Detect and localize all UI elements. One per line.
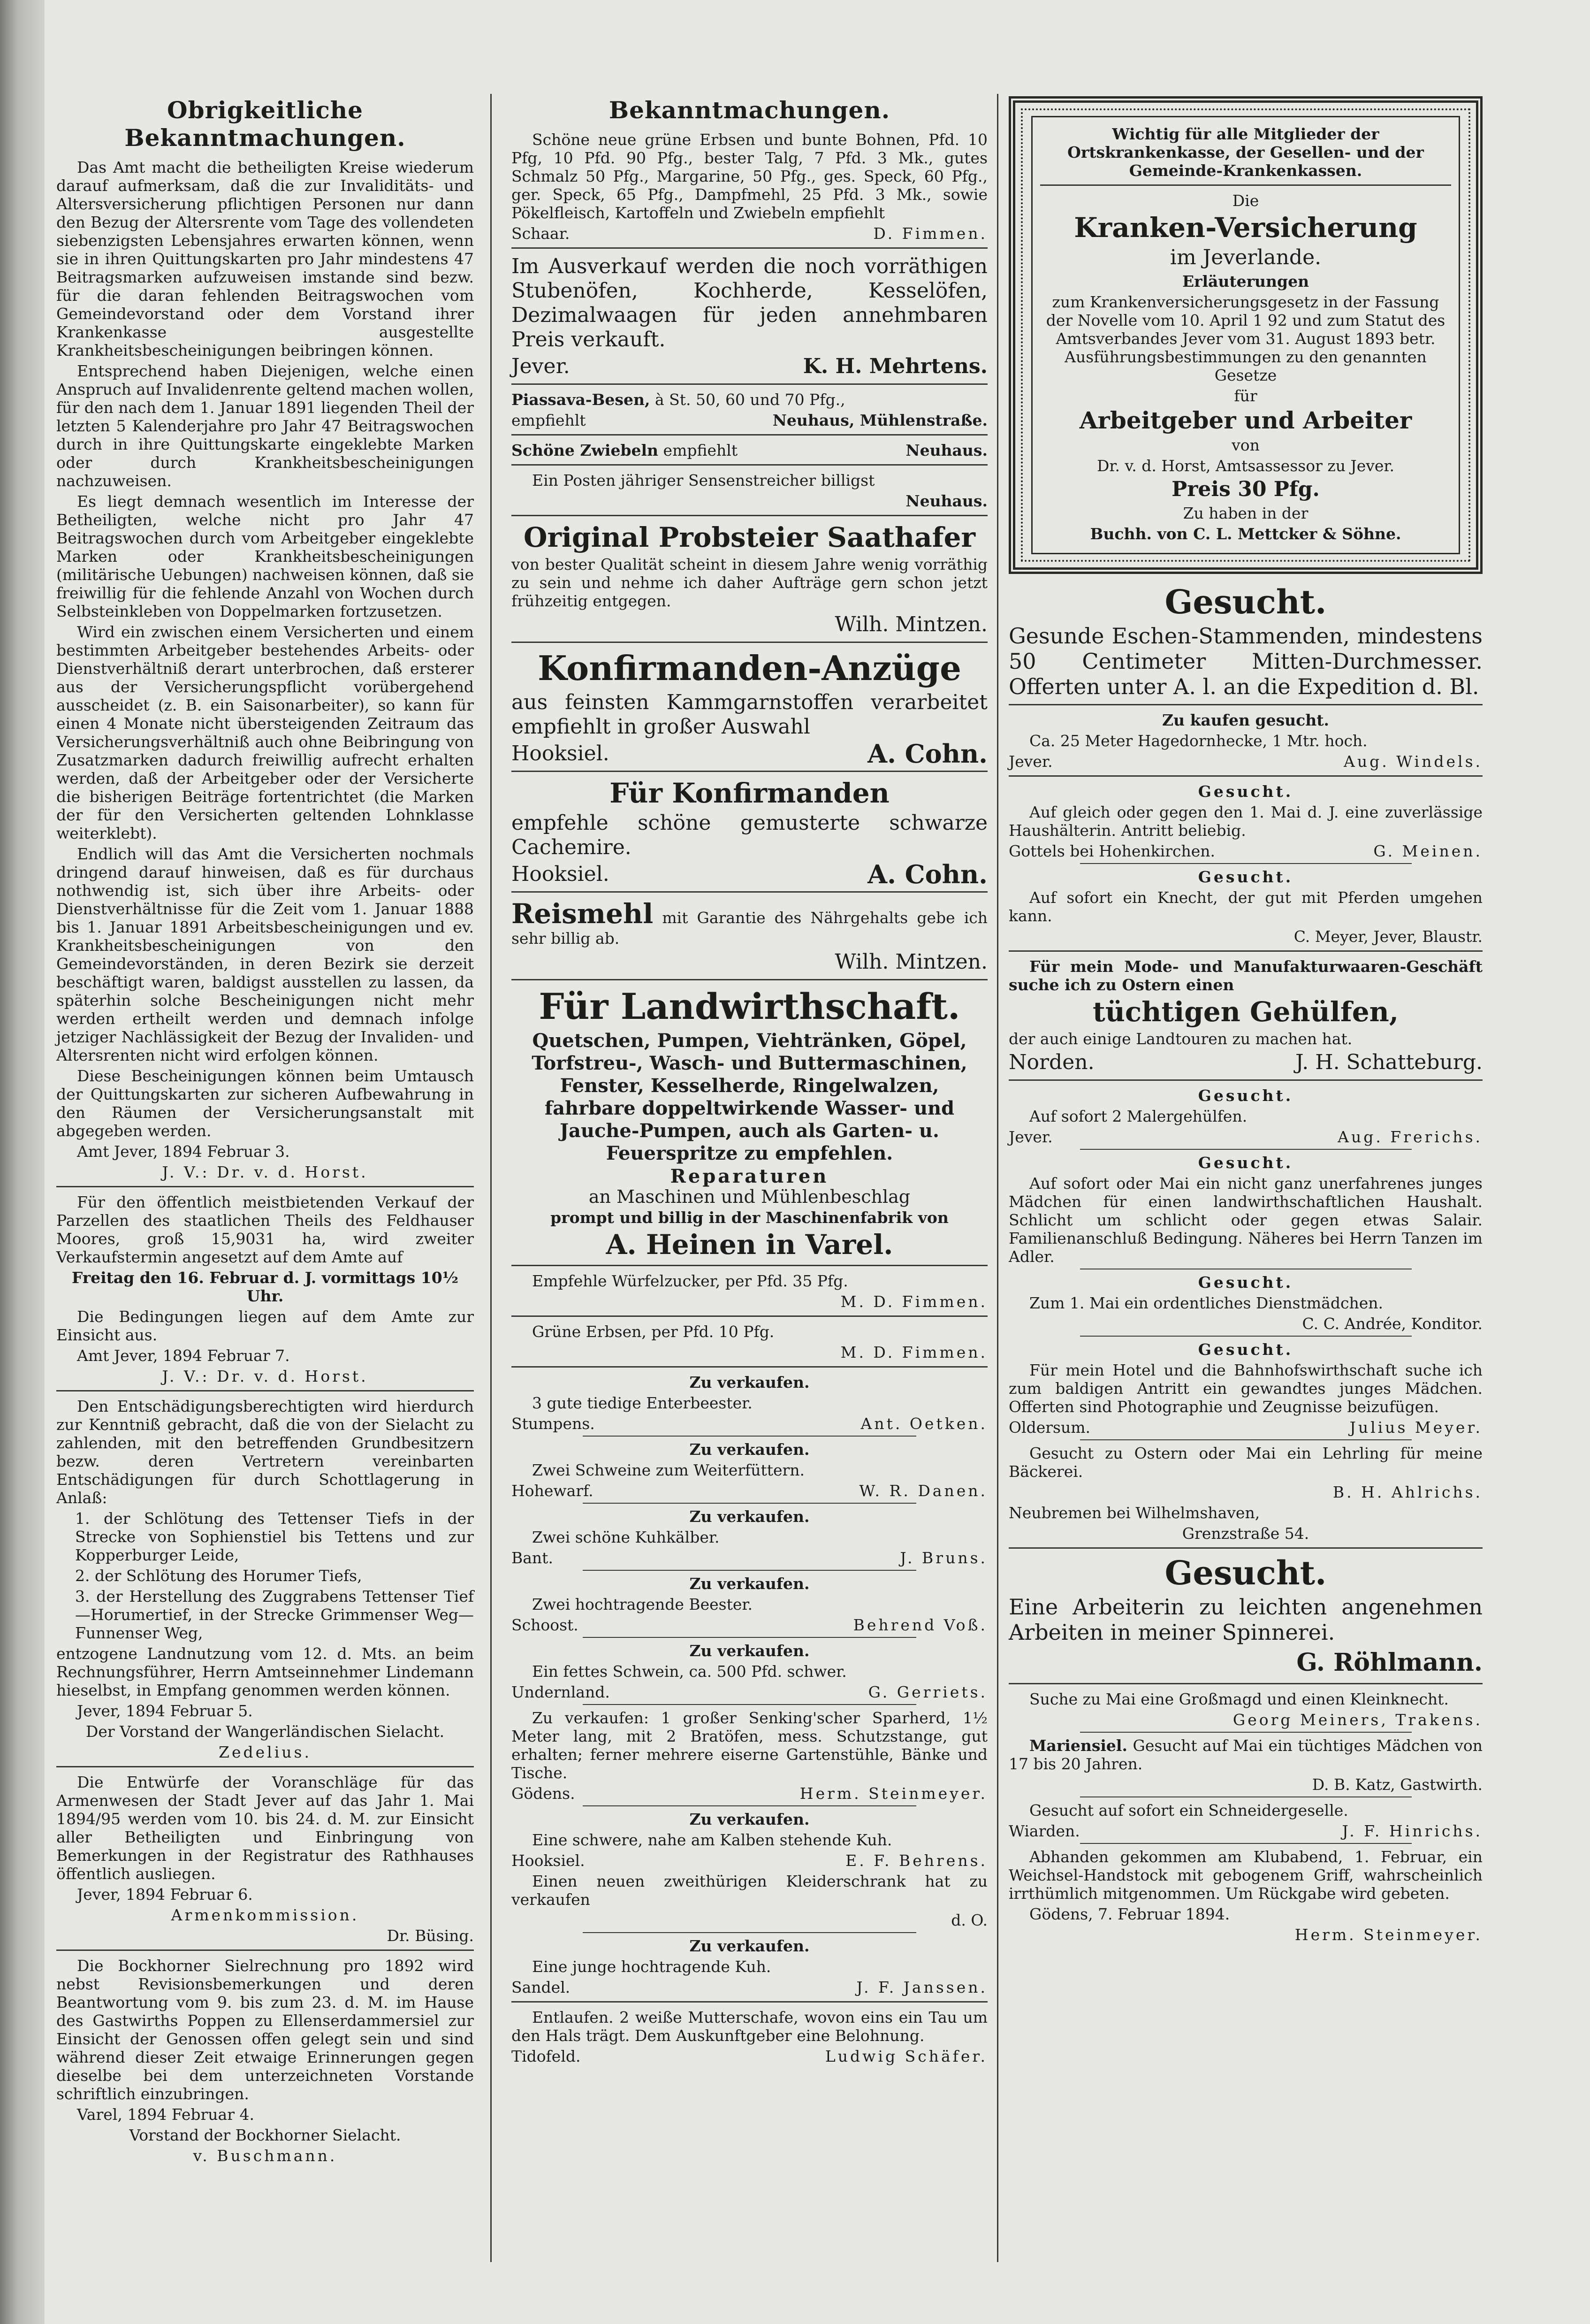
divider — [583, 1570, 916, 1571]
box-title: Kranken-Versicherung — [1074, 212, 1417, 244]
box-author: Dr. v. d. Horst, Amtsassessor zu Jever. — [1096, 457, 1395, 475]
ad-date: Gödens, 7. Februar 1894. — [1029, 1905, 1230, 1923]
divider — [1040, 184, 1451, 186]
ad-lead: Mariensiel. — [1029, 1736, 1127, 1755]
for-sale-heading: Zu verkaufen. — [689, 1937, 810, 1955]
ad-signature: Ant. Oetken. — [860, 1414, 988, 1433]
wanted-subheading: Gesucht. — [1198, 1086, 1293, 1105]
ad-signature: Herm. Steinmeyer. — [799, 1784, 988, 1803]
ad-place: Wiarden. — [1009, 1822, 1080, 1840]
ad-signature: Behrend Voß. — [853, 1616, 988, 1634]
notice-text: Das Amt macht die betheiligten Kreise wiederum darauf aufmerksam, daß die zur Invaliditäts- und Altersversicherung pflichtigen Personen nur dann den Bezug der Altersrente vom Tage des vollendeten siebenzigsten Lebensjahres erwarten können, wenn sie in ihren Quittungskarten pro Jahr mindestens 47 Beitragsmarken aufzuweisen imstande sind bezw. für die daran fehlenden Beitragswochen vom Gemeindevorstand oder dem Vorstand ihrer Krankenkasse ausgestellte Krankheitsbescheinigungen beibringen können. — [56, 158, 474, 359]
ad-signature: Aug. Windels. — [1344, 752, 1483, 771]
for-sale-heading: Zu verkaufen. — [689, 1810, 810, 1828]
notice-text: entzogene Landnutzung vom 12. d. Mts. an beim Rechnungsführer, Herrn Amtseinnehmer Lindemann hieselbst, in Empfang genommen werden können. — [56, 1644, 474, 1699]
ad-signature: J. H. Schatteburg. — [1295, 1050, 1483, 1074]
ad-text: Ein fettes Schwein, ca. 500 Pfd. schwer. — [532, 1662, 847, 1681]
ad-text: Einen neuen zweithürigen Kleiderschrank hat zu verkaufen — [511, 1872, 988, 1909]
ad-text: Für mein Hotel und die Bahnhofswirthschaft suche ich zum baldigen Antritt ein gewandtes junges Mädchen. Offerten sind Photographie und Zeugnisse beizufügen. — [1009, 1361, 1483, 1416]
notice-date: Jever, 1894 Februar 6. — [77, 1885, 253, 1904]
divider — [1080, 1843, 1412, 1844]
ad-place: Grenzstraße 54. — [1182, 1524, 1309, 1543]
ad-title: tüchtigen Gehülfen, — [1092, 996, 1399, 1028]
ad-signature: Neuhaus. — [905, 441, 988, 459]
divider — [1009, 950, 1483, 952]
wanted-heading: Gesucht. — [1164, 1553, 1327, 1592]
ad-text: Zum 1. Mai ein ordentliches Dienstmädchen. — [1029, 1294, 1383, 1312]
ad-signature: Georg Meiners, Trakens. — [1232, 1711, 1483, 1729]
divider — [583, 1436, 916, 1437]
divider — [511, 1366, 988, 1368]
column-wanted — [1009, 96, 1483, 1946]
notice-text: Diese Bescheinigungen können beim Umtausch der Quittungskarten zur sicheren Aufbewahrung in den Räumen der Versicherungsanstalt mit abgegeben werden. — [56, 1067, 474, 1140]
divider — [1009, 1683, 1483, 1684]
notice-signature: J. V.: Dr. v. d. Horst. — [162, 1367, 368, 1385]
notice-signature: Zedelius. — [219, 1743, 312, 1761]
ad-text: Auf sofort oder Mai ein nicht ganz unerfahrenes junges Mädchen für einen landwirthschaftlichen Haushalt. Schlicht um schlicht oder gegen etwas Salair. Familienanschluß Bedingung. Näheres bei Herrn Tanzen im Adler. — [1009, 1174, 1483, 1266]
ad-signature-row — [511, 739, 988, 769]
notice-signature: v. Buschmann. — [193, 2147, 337, 2165]
ad-signature: Wilh. Mintzen. — [835, 612, 988, 636]
ad-place: Stumpens. — [511, 1414, 595, 1433]
binding-edge — [0, 0, 45, 2324]
divider — [583, 1704, 916, 1705]
ad-text-inline: empfiehlt — [663, 441, 738, 459]
divider — [56, 1766, 474, 1767]
ad-signature-row — [1009, 752, 1483, 771]
ad-signature: M. D. Fimmen. — [840, 1292, 988, 1311]
ad-place: Hooksiel. — [511, 742, 609, 765]
ad-signature-row — [511, 1549, 988, 1567]
ad-signature: G. Gerriets. — [868, 1683, 988, 1701]
ad-text: der auch einige Landtouren zu machen hat. — [1009, 1030, 1353, 1048]
ad-signature: D. Fimmen. — [873, 224, 988, 243]
ad-place: Undernland. — [511, 1683, 610, 1701]
ad-text-inline: mit Garantie des Nährgehalts gebe ich sehr billig ab. — [511, 909, 988, 948]
notice-date: Amt Jever, 1894 Februar 3. — [77, 1142, 290, 1161]
ad-text-inline: Gesucht auf Mai ein tüchtiges Mädchen von 17 bis 20 Jahren. — [1009, 1736, 1483, 1773]
divider — [511, 1265, 988, 1266]
divider — [1009, 1079, 1483, 1081]
ad-text: Schöne neue grüne Erbsen und bunte Bohnen, Pfd. 10 Pfg, 10 Pfd. 90 Pfg., bester Talg, 7 Pfd. 3 Mk., gutes Schmalz 50 Pfg., Margarine, 50 Pfg., ges. Speck, 60 Pfg., ger. Speck, 65 Pfg., Dampfmehl, 25 Pfd. 3 Mk., sowie Pökelfleisch, Kartoffeln und Zwiebeln empfiehlt — [511, 130, 988, 222]
ad-text: Gesucht zu Ostern oder Mai ein Lehrling für meine Bäckerei. — [1009, 1444, 1483, 1481]
ad-text: Ca. 25 Meter Hagedornhecke, 1 Mtr. hoch. — [1029, 732, 1368, 750]
box-intro: Wichtig für alle Mitglieder der Ortskrankenkasse, der Gesellen- und der Gemeinde-Krankenkassen. — [1067, 125, 1424, 180]
divider — [1009, 775, 1483, 777]
ad-signature: Neuhaus. — [905, 492, 988, 510]
wanted-subheading: Gesucht. — [1198, 1154, 1293, 1172]
ad-place: Neubremen bei Wilhelmshaven, — [1009, 1504, 1260, 1522]
ad-text: von bester Qualität scheint in diesem Jahre wenig vorräthig zu sein und nehme ich daher Aufträge gern schon jetzt frühzeitig entgegen. — [511, 555, 988, 610]
notice-text: Den Entschädigungsberechtigten wird hierdurch zur Kenntniß gebracht, daß die von der Sielacht zu zahlenden, mit den betreffenden Grundbesitzern bezw. deren Vertretern vereinbarten Entschädigungen für durch Schottlagerung in Anlaß: — [56, 1397, 474, 1507]
notice-text: Endlich will das Amt die Versicherten nochmals dringend darauf hinweisen, daß es für durchaus nothwendig ist, sich über ihre Arbeits- oder Dienstverhältnisse für die Zeit vom 1. Januar 1888 bis 1. Januar 1891 Arbeitsbescheinigungen und ev. Krankheitsbescheinigungen von den Gemeindevorständen, in deren Bezirk sie derzeit beschäftigt waren, baldigst ausstellen zu lassen, da späterhin solche Bescheinigungen nicht mehr werden ertheilt werden und demnach infolge jetziger Nachlässigkeit der Bezug der Invaliden- und Altersrenten nicht wird erfolgen können. — [56, 845, 474, 1064]
ad-text: Auf sofort 2 Malergehülfen. — [1029, 1107, 1248, 1125]
ad-signature-row — [1009, 1050, 1483, 1075]
ad-place: Gödens. — [511, 1784, 575, 1803]
ad-title: Reismehl — [511, 898, 654, 930]
column-rule-2 — [997, 94, 998, 2262]
ad-text-large: Im Ausverkauf werden die noch vorräthigen Stubenöfen, Kochherde, Kesselöfen, Dezimalwaagen für jeden annehmbaren Preis verkauft. — [511, 254, 988, 352]
wanted-subheading: Gesucht. — [1198, 1273, 1293, 1292]
ad-text: Eine junge hochtragende Kuh. — [532, 1957, 771, 1976]
ad-signature-row — [511, 859, 988, 889]
ad-signature-row — [1009, 842, 1483, 860]
insurance-ad-inner — [1031, 116, 1460, 554]
ad-signature-row — [1009, 1418, 1483, 1437]
box-price: Preis 30 Pfg. — [1172, 477, 1320, 501]
ad-signature: Aug. Frerichs. — [1338, 1128, 1483, 1146]
for-sale-heading: Zu verkaufen. — [689, 1575, 810, 1593]
ad-signature: K. H. Mehrtens. — [803, 354, 988, 378]
ad-text-large: Eine Arbeiterin zu leichten angenehmen Arbeiten in meiner Spinnerei. — [1009, 1594, 1483, 1645]
ad-signature: M. D. Fimmen. — [840, 1343, 988, 1361]
ad-text: Suche zu Mai eine Großmagd und einen Kleinknecht. — [1029, 1690, 1449, 1708]
ad-signature-row — [511, 224, 988, 243]
notice-text: Entsprechend haben Diejenigen, welche einen Anspruch auf Invalidenrente geltend machen wollen, für den nach dem 1. Januar 1891 liegenden Theil der letzten 5 Kalenderjahre pro Jahr 47 Beitragswochen durch in ihre Quittungskarte eingeklebte Marken oder durch Krankheitsbescheinigungen nachzuweisen. — [56, 362, 474, 490]
ad-signature: A. Cohn. — [867, 859, 988, 889]
ad-signature-row — [511, 1414, 988, 1433]
divider — [511, 247, 988, 249]
ad-signature-row — [511, 411, 988, 429]
divider — [56, 1949, 474, 1951]
ad-text-large: Gesunde Eschen-Stammenden, mindestens 50 Centimeter Mitten-Durchmesser. Offerten unter A. l. an die Expedition d. Bl. — [1009, 623, 1483, 699]
divider — [511, 891, 988, 893]
notice-signature: Dr. Büsing. — [387, 1926, 474, 1945]
ad-title: Für Landwirthschaft. — [539, 986, 960, 1027]
ad-signature-row — [1009, 1822, 1483, 1840]
ad-place: Jever. — [1009, 752, 1053, 771]
divider — [1080, 1439, 1412, 1440]
ad-signature: D. B. Katz, Gastwirth. — [1312, 1775, 1483, 1794]
wanted-subheading: Gesucht. — [1198, 1340, 1293, 1359]
notice-date: Amt Jever, 1894 Februar 7. — [77, 1346, 290, 1365]
ad-place: Sandel. — [511, 1978, 571, 1996]
wanted-subheading: Gesucht. — [1198, 868, 1293, 886]
column-rule-1 — [490, 94, 492, 2262]
divider — [511, 2001, 988, 2003]
box-shop: Buchh. von C. L. Mettcker & Söhne. — [1090, 525, 1401, 543]
ad-place: Tidofeld. — [511, 2047, 581, 2065]
ad-place: Hooksiel. — [511, 1851, 585, 1870]
box-text: Zu haben in der — [1183, 504, 1309, 522]
divider — [583, 1932, 916, 1933]
divider — [56, 1186, 474, 1187]
ad-signature: J. Bruns. — [900, 1549, 988, 1567]
wanted-heading: Gesucht. — [1164, 582, 1327, 621]
box-heading: Arbeitgeber und Arbeiter — [1079, 406, 1412, 434]
divider — [511, 771, 988, 772]
divider — [56, 1390, 474, 1391]
divider — [511, 383, 988, 385]
ad-title: Konfirmanden-Anzüge — [538, 648, 961, 688]
ad-text: Abhanden gekommen am Klubabend, 1. Februar, ein Weichsel-Handstock mit gebogenem Griff, wahrscheinlich irrthümlich mitgenommen. Um Rückgabe wird gebeten. — [1009, 1848, 1483, 1903]
divider — [511, 1315, 988, 1317]
ad-text-large: empfehle schöne gemusterte schwarze Cachemire. — [511, 811, 988, 859]
notice-text: Es liegt demnach wesentlich im Interesse der Betheiligten, welche nicht pro Jahr 47 Beitragswochen durch vom Arbeitgeber eingeklebte Marken oder Krankheitsbescheinigungen (militärische Uebungen) nachweisen können, daß sie freiwillig für die fehlende Anzahl von Wochen durch Selbsteinkleben von Doppelmarken fortzusetzen. — [56, 492, 474, 620]
for-sale-heading: Zu verkaufen. — [689, 1507, 810, 1526]
box-text: für — [1234, 387, 1257, 405]
ad-signature-row — [511, 1851, 988, 1870]
insurance-ad-box — [1009, 96, 1483, 574]
ad-signature-row — [1009, 1128, 1483, 1146]
list-item: 1. der Schlötung des Tettenser Tiefs in der Strecke von Sophienstiel bis Tettens und zur Kopperburger Leide, — [75, 1509, 474, 1564]
ad-place: Oldersum. — [1009, 1418, 1091, 1437]
column-official-notices — [56, 96, 474, 2167]
ad-title: Original Probsteier Saathafer — [523, 521, 976, 553]
ad-signature: A. Heinen in Varel. — [606, 1229, 893, 1261]
ad-text: Zwei hochtragende Beester. — [532, 1595, 753, 1613]
ad-signature: C. Meyer, Jever, Blaustr. — [1293, 927, 1483, 946]
ad-signature: d. O. — [951, 1911, 988, 1929]
ad-place: Schoost. — [511, 1616, 578, 1634]
list-item: 2. der Schlötung des Horumer Tiefs, — [75, 1567, 362, 1585]
for-sale-heading: Zu verkaufen. — [689, 1373, 810, 1391]
column-announcements — [511, 96, 988, 2068]
divider — [1009, 1547, 1483, 1549]
notice-text: Die Bedingungen liegen auf dem Amte zur Einsicht aus. — [56, 1307, 474, 1344]
ad-signature: Herm. Steinmeyer. — [1294, 1926, 1483, 1944]
ad-signature: J. F. Hinrichs. — [1342, 1822, 1483, 1840]
ad-signature-row — [511, 441, 988, 459]
ad-signature: Neuhaus, Mühlenstraße. — [772, 411, 988, 429]
divider — [511, 464, 988, 466]
ad-text: Auf sofort ein Knecht, der gut mit Pferden umgehen kann. — [1009, 888, 1483, 925]
divider — [583, 1637, 916, 1638]
ad-place: Norden. — [1009, 1050, 1095, 1074]
notice-date-emphasis: Freitag den 16. Februar d. J. vormittags 10½ Uhr. — [71, 1269, 459, 1305]
ad-place: Hooksiel. — [511, 862, 609, 886]
ad-text: Auf gleich oder gegen den 1. Mai d. J. eine zuverlässige Haushälterin. Antritt beliebig. — [1009, 803, 1483, 840]
ad-subtitle: Reparaturen — [670, 1165, 829, 1187]
ad-signature: J. F. Janssen. — [856, 1978, 988, 1996]
ad-signature: B. H. Ahlrichs. — [1332, 1483, 1483, 1501]
divider — [1080, 1336, 1412, 1337]
buy-heading: Zu kaufen gesucht. — [1162, 711, 1329, 729]
box-text: zum Krankenversicherungsgesetz in der Fassung der Novelle vom 10. April 1 92 und zum Statut des Amtsverbandes Jever vom 31. August 1893 betr. Ausführungsbestimmungen zu den genannten Gesetze — [1046, 293, 1445, 384]
ad-text: Gesucht auf sofort ein Schneidergeselle. — [1029, 1801, 1348, 1819]
ad-text: Empfehle Würfelzucker, per Pfd. 35 Pfg. — [532, 1272, 848, 1290]
box-text: von — [1232, 436, 1260, 454]
divider — [511, 979, 988, 980]
ad-text: prompt und billig in der Maschinenfabrik von — [550, 1208, 949, 1227]
ad-text: Ein Posten jähriger Sensenstreicher billigst — [532, 471, 875, 489]
ad-text — [511, 390, 988, 409]
notice-signature: Vorstand der Bockhorner Sielacht. — [129, 2126, 401, 2144]
ad-text-large: Quetschen, Pumpen, Viehtränken, Göpel, Torfstreu-, Wasch- und Buttermaschinen, Fenster, Kesselherde, Ringelwalzen, fahrbare doppeltwirkende Wasser- und Jauche-Pumpen, auch als Garten- u. Feuerspritze zu empfehlen. — [532, 1030, 967, 1164]
ad-text — [1009, 1736, 1483, 1773]
divider — [583, 1805, 916, 1806]
notice-signature: Der Vorstand der Wangerländischen Sielacht. — [85, 1722, 445, 1741]
ad-signature: Wilh. Mintzen. — [835, 950, 988, 974]
ad-signature-row — [511, 1784, 988, 1803]
notice-text: Die Bockhorner Sielrechnung pro 1892 wird nebst Revisionsbemerkungen und deren Beantwortung vom 9. bis zum 23. d. M. im Hause des Gastwirths Poppen zu Ellenserdammersiel zur Einsicht der Genossen offen gelegt sein und sind während dieser Zeit etwaige Erinnerungen gegen dieselbe bei dem unterzeichneten Vorstande schriftlich einzubringen. — [56, 1957, 474, 2103]
official-notices-heading: Obrigkeitliche Bekanntmachungen. — [124, 96, 406, 152]
notice-date: Varel, 1894 Februar 4. — [77, 2105, 254, 2124]
ad-signature-row — [511, 1482, 988, 1500]
ad-signature: E. F. Behrens. — [845, 1851, 988, 1870]
ad-signature: Ludwig Schäfer. — [825, 2047, 988, 2065]
divider — [511, 642, 988, 643]
ad-text: an Maschinen und Mühlenbeschlag — [588, 1186, 911, 1207]
ad-signature: G. Meinen. — [1373, 842, 1483, 860]
ad-place: empfiehlt — [511, 411, 586, 429]
notice-signature: J. V.: Dr. v. d. Horst. — [162, 1163, 368, 1181]
ad-signature: W. R. Danen. — [859, 1482, 988, 1500]
ad-lead: Piassava-Besen, — [511, 390, 650, 409]
divider — [1009, 704, 1483, 705]
ad-text-large: aus feinsten Kammgarnstoffen verarbeitet empfiehlt in großer Auswahl — [511, 690, 988, 739]
box-subtitle: im Jeverlande. — [1170, 245, 1322, 269]
announcements-heading: Bekanntmachungen. — [609, 96, 890, 124]
ad-place: Jever. — [1009, 1128, 1053, 1146]
ad-lead: Schöne Zwiebeln — [511, 441, 659, 459]
ad-place: Hohewarf. — [511, 1482, 593, 1500]
ad-text: Zwei schöne Kuhkälber. — [532, 1528, 720, 1546]
ad-place: Schaar. — [511, 224, 570, 243]
for-sale-heading: Zu verkaufen. — [689, 1440, 810, 1459]
notice-date: Jever, 1894 Februar 5. — [77, 1702, 253, 1720]
divider — [511, 515, 988, 516]
notice-text: Für den öffentlich meistbietenden Verkauf der Parzellen des staatlichen Theils des Feldhauser Moores, groß 15,9031 ha, wird zweiter Verkaufstermin angesetzt auf dem Amte auf — [56, 1193, 474, 1266]
notice-signature: Armenkommission. — [171, 1906, 359, 1924]
ad-place: Bant. — [511, 1549, 553, 1567]
ad-signature-row — [511, 1683, 988, 1701]
list-item: 3. der Herstellung des Zuggrabens Tettenser Tief—Horumertief, in der Strecke Grimmenser Weg—Funnenser Weg, — [75, 1587, 474, 1642]
ad-title: Für Konfirmanden — [609, 777, 890, 809]
ad-signature: A. Cohn. — [867, 739, 988, 769]
divider — [1080, 1732, 1412, 1733]
ad-text — [511, 898, 988, 948]
ad-text: Entlaufen. 2 weiße Mutterschafe, wovon eins ein Tau um den Hals trägt. Dem Auskunftgeber eine Belohnung. — [511, 2008, 988, 2045]
ad-signature: Julius Meyer. — [1349, 1418, 1483, 1437]
ad-place: Gottels bei Hohenkirchen. — [1009, 842, 1215, 860]
ad-text-inline: à St. 50, 60 und 70 Pfg., — [654, 390, 845, 409]
ad-text: Grüne Erbsen, per Pfd. 10 Pfg. — [532, 1323, 775, 1341]
ad-text: Für mein Mode- und Manufakturwaaren-Geschäft suche ich zu Ostern einen — [1009, 957, 1483, 994]
ad-signature-row — [511, 354, 988, 379]
box-text: Erläuterungen — [1182, 272, 1309, 290]
ad-signature-row — [511, 1616, 988, 1634]
for-sale-heading: Zu verkaufen. — [689, 1642, 810, 1660]
notice-text: Wird ein zwischen einem Versicherten und einem bestimmten Arbeitgeber bestehendes Arbeits- oder Dienstverhältniß derart unterbrochen, daß ersterer aus der Versicherungspflicht vorübergehend ausscheidet (z. B. ein Saisonarbeiter), so kann für einen 4 Monate nicht übersteigenden Zeitraum das Versicherungsverhältniß auch ohne Beibringung von Zusatzmarken dadurch freiwillig aufrecht erhalten werden, daß der Arbeitgeber oder der Versicherte die bisherigen Beiträge fortentrichtet (die Marken der für den Versicherten geltenden Lohnklasse weiterklebt). — [56, 623, 474, 842]
ad-signature: G. Röhlmann. — [1296, 1648, 1483, 1677]
ad-place: Jever. — [511, 354, 570, 378]
ad-text: 3 gute tiedige Enterbeester. — [532, 1394, 753, 1412]
divider — [1080, 1149, 1412, 1150]
divider — [583, 1503, 916, 1504]
ad-text: Eine schwere, nahe am Kalben stehende Kuh. — [532, 1831, 892, 1849]
wanted-subheading: Gesucht. — [1198, 782, 1293, 801]
notice-text: Die Entwürfe der Voranschläge für das Armenwesen der Stadt Jever auf das Jahr 1. Mai 1894/95 werden vom 10. bis 24. d. M. zur Einsicht aller Betheiligten und Einbringung von Bemerkungen in der Registratur des Rathhauses öffentlich ausliegen. — [56, 1773, 474, 1883]
ad-signature: C. C. Andrée, Konditor. — [1302, 1315, 1483, 1333]
ad-text: Zwei Schweine zum Weiterfüttern. — [532, 1461, 805, 1479]
ad-signature-row — [511, 1978, 988, 1996]
box-text: Die — [1232, 191, 1259, 210]
ad-text: Zu verkaufen: 1 großer Senking'scher Sparherd, 1½ Meter lang, mit 2 Bratöfen, mess. Schutzstange, gut erhalten; ferner mehrere eiserne Gartenstühle, Bänke und Tische. — [511, 1709, 988, 1782]
ad-signature-row — [511, 2047, 988, 2065]
divider — [1080, 863, 1412, 864]
divider — [511, 434, 988, 436]
